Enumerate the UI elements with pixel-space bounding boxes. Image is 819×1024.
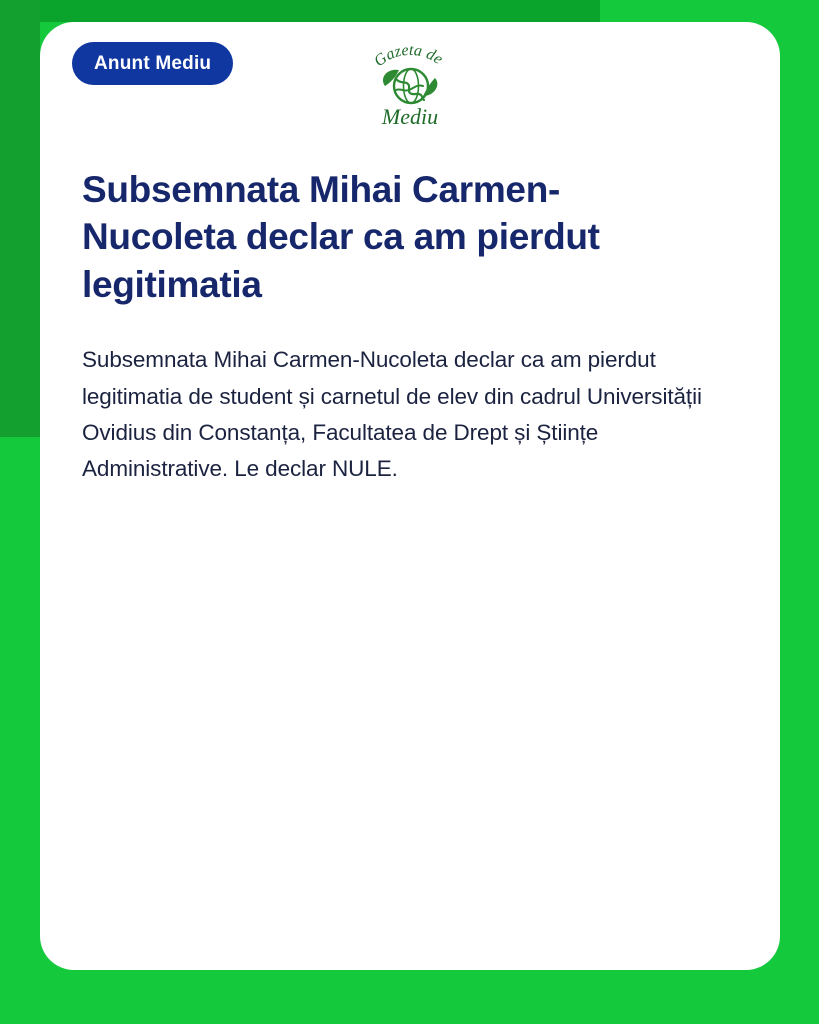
- article-card: [40, 22, 780, 970]
- page-title: Subsemnata Mihai Carmen-Nucoleta declar ca am pierdut legitimatia: [82, 169, 600, 305]
- article-body: Subsemnata Mihai Carmen-Nucoleta declar ca am pierdut legitimatia de student și carnetul de elev din cadrul Universității Ovidius din Constanța, Facultatea de Drept și Științe Administrative. Le declar NULE.: [82, 347, 702, 482]
- background-left-band: [0, 0, 40, 437]
- category-badge[interactable]: Anunt Mediu: [72, 42, 233, 85]
- background-right-strip: [779, 0, 819, 1024]
- svg-text:Mediu: Mediu: [381, 104, 439, 129]
- card-header: [40, 22, 780, 152]
- svg-text:Gazeta de: Gazeta de: [371, 41, 446, 71]
- article-content: [40, 166, 780, 488]
- gazeta-de-mediu-logo: [355, 34, 465, 144]
